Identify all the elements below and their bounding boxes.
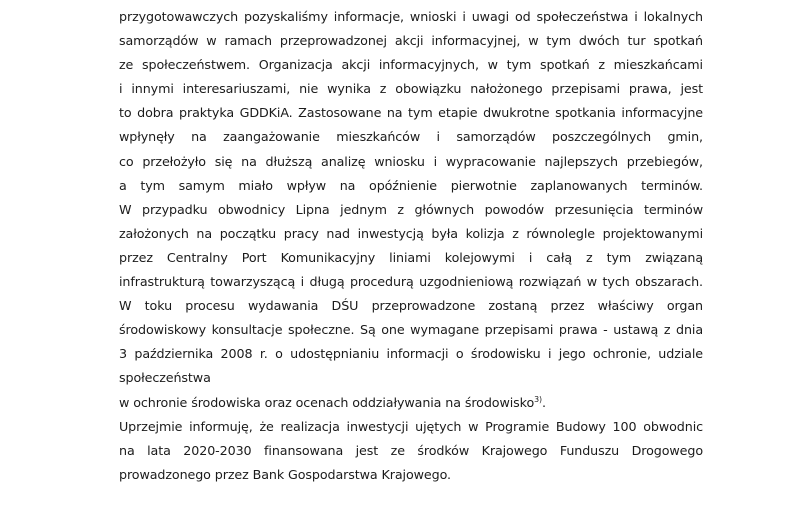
text-line: wpłynęły na zaangażowanie mieszkańców i samorządów poszczególnych gmin, [119,129,703,145]
text-line-with-footnote [119,391,703,415]
text-line: środowiskowy konsultacje społeczne. Są one wymagane przepisami prawa - ustawą z dnia [119,322,703,338]
text-line: przez Centralny Port Komunikacyjny liniami kolejowymi i całą z tym związaną [119,249,703,265]
text-line: na lata 2020-2030 finansowana jest ze środków Krajowego Funduszu Drogowego [119,442,703,458]
text-line: W toku procesu wydawania DŚU przeprowadzone zostaną przez właściwy organ [119,298,703,314]
text-line: społeczeństwa [119,370,211,386]
text-line: samorządów w ramach przeprowadzonej akcji informacyjnej, w tym dwóch tur spotkań [119,33,703,49]
text-line: infrastrukturą towarzyszącą i długą procedurą uzgodnieniową rozwiązań w tych obszarach. [119,274,703,290]
text-line: Uprzejmie informuję, że realizacja inwestycji ujętych w Programie Budowy 100 obwodnic [119,418,703,434]
text-line: co przełożyło się na dłuższą analizę wniosku i wypracowanie najlepszych przebiegów, [119,153,703,169]
text-line: prowadzonego przez Bank Gospodarstwa Krajowego. [119,466,451,482]
text-line: i innymi interesariuszami, nie wynika z obowiązku nałożonego przepisami prawa, jest [119,81,703,97]
text-line: to dobra praktyka GDDKiA. Zastosowane na tym etapie dwukrotne spotkania informacyjne [119,105,703,121]
text-line-segment: . [542,394,546,410]
text-line: a tym samym miało wpływ na opóźnienie pierwotnie zaplanowanych terminów. [119,177,703,193]
footnote-marker: 3) [534,394,543,404]
text-line: przygotowawczych pozyskaliśmy informacje, wnioski i uwagi od społeczeństwa i lokalnych [119,9,703,24]
text-line: ze społeczeństwem. Organizacja akcji informacyjnych, w tym spotkań z mieszkańcami [119,57,703,73]
body-text-block [119,5,703,487]
text-line: 3 października 2008 r. o udostępnianiu informacji o środowisku i jego ochronie, udziale [119,346,703,362]
text-line: W przypadku obwodnicy Lipna jednym z głównych powodów przesunięcia terminów [119,201,703,217]
text-line: założonych na początku pracy nad inwestycją była kolizja z równolegle projektowanymi [119,225,703,241]
text-line-segment: w ochronie środowiska oraz ocenach oddziaływania na środowisko [119,394,535,410]
